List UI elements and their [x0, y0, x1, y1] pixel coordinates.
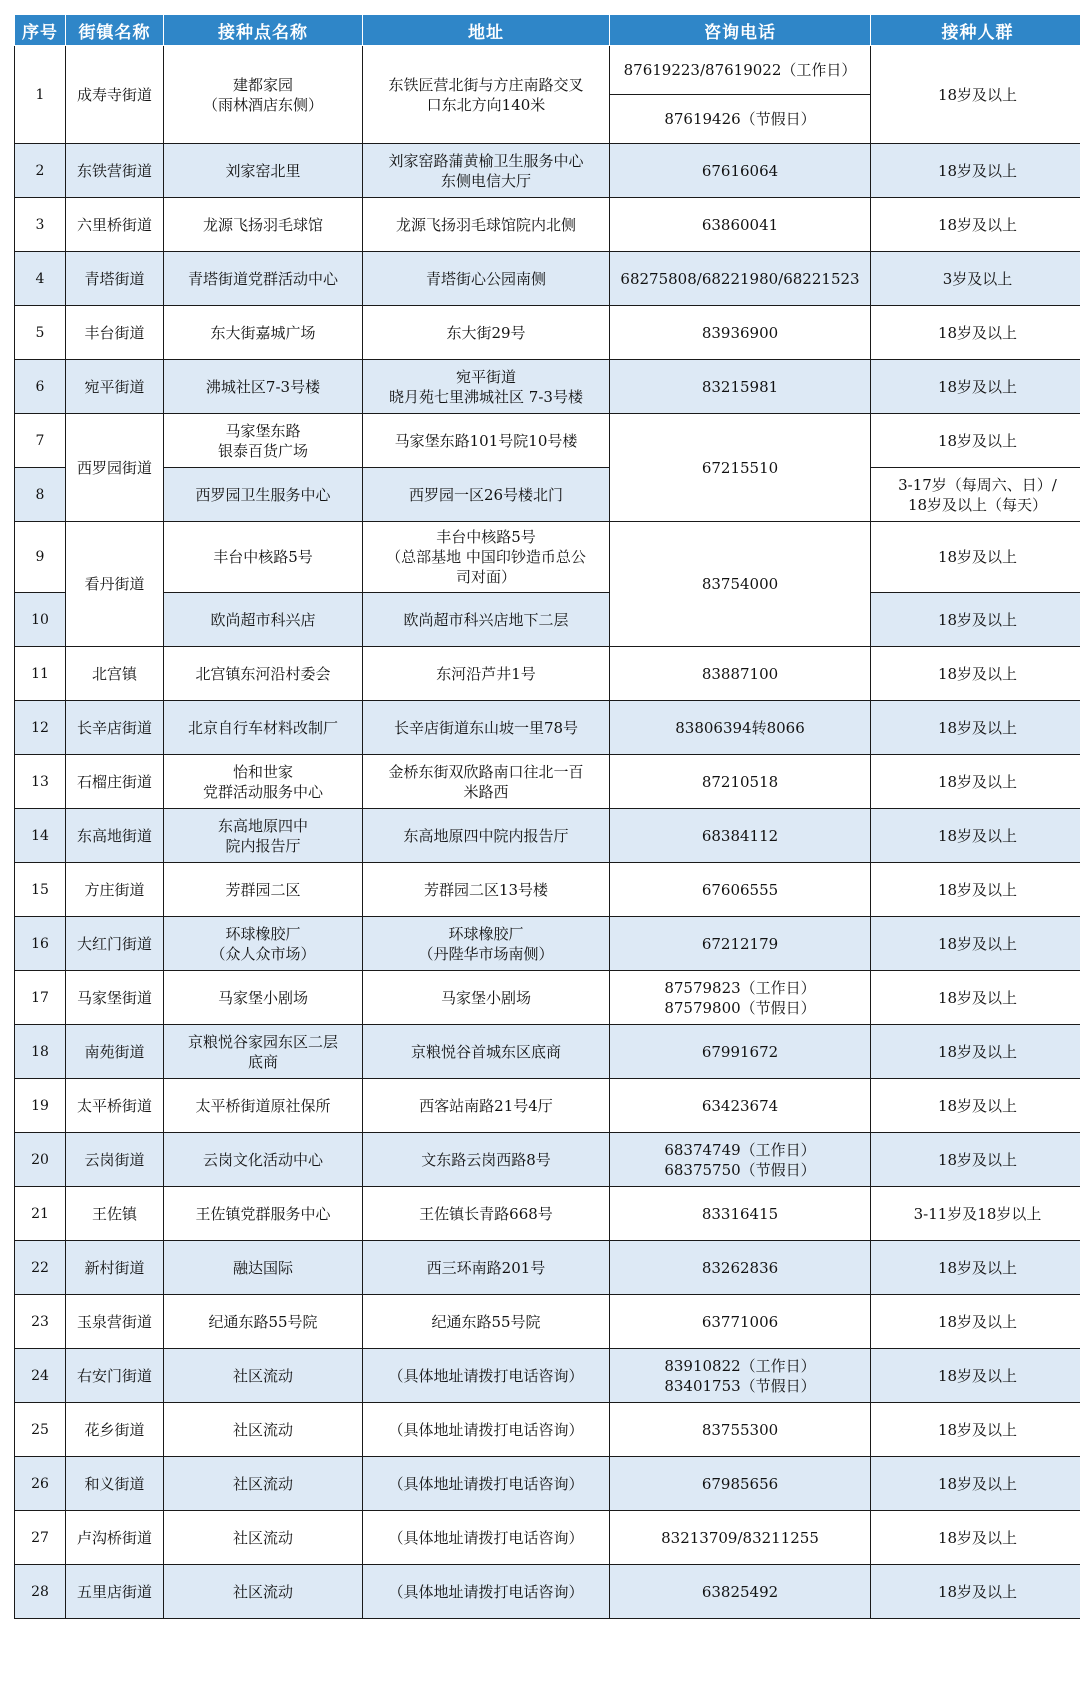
- cell-target-group: 18岁及以上: [871, 1349, 1080, 1403]
- cell-street: 新村街道: [66, 1241, 164, 1295]
- cell-phone: 83215981: [610, 360, 871, 414]
- cell-address: 东高地原四中院内报告厅: [363, 809, 610, 863]
- cell-target-group: 18岁及以上: [871, 863, 1080, 917]
- col-header-street: 街镇名称: [66, 15, 164, 46]
- cell-target-group: 18岁及以上: [871, 46, 1080, 144]
- cell-street: 西罗园街道: [66, 414, 164, 522]
- cell-phone: 83755300: [610, 1403, 871, 1457]
- cell-site: 京粮悦谷家园东区二层 底商: [164, 1025, 363, 1079]
- cell-site: 环球橡胶厂 （众人众市场）: [164, 917, 363, 971]
- cell-site: 沸城社区7-3号楼: [164, 360, 363, 414]
- cell-target-group: 18岁及以上: [871, 1511, 1080, 1565]
- cell-site: 龙源飞扬羽毛球馆: [164, 198, 363, 252]
- table-row: [15, 306, 1080, 360]
- cell-address: （具体地址请拨打电话咨询）: [363, 1457, 610, 1511]
- col-header-site: 接种点名称: [164, 15, 363, 46]
- cell-target-group: 18岁及以上: [871, 1079, 1080, 1133]
- cell-number: 22: [15, 1241, 66, 1295]
- cell-street: 云岗街道: [66, 1133, 164, 1187]
- table-row: [15, 971, 1080, 1025]
- cell-address: 马家堡小剧场: [363, 971, 610, 1025]
- cell-number: 9: [15, 522, 66, 593]
- cell-street: 马家堡街道: [66, 971, 164, 1025]
- cell-number: 7: [15, 414, 66, 468]
- cell-number: 6: [15, 360, 66, 414]
- cell-target-group: 18岁及以上: [871, 1565, 1080, 1619]
- cell-street: 方庄街道: [66, 863, 164, 917]
- table-row: [15, 1187, 1080, 1241]
- cell-site: 东大街嘉城广场: [164, 306, 363, 360]
- table-row: [15, 1241, 1080, 1295]
- cell-site: 纪通东路55号院: [164, 1295, 363, 1349]
- vaccination-sites-table: [14, 14, 1080, 1619]
- cell-site: 建都家园 （雨林酒店东侧）: [164, 46, 363, 144]
- cell-target-group: 18岁及以上: [871, 144, 1080, 198]
- cell-phone: 67991672: [610, 1025, 871, 1079]
- col-header-phone: 咨询电话: [610, 15, 871, 46]
- cell-phone: 63825492: [610, 1565, 871, 1619]
- cell-target-group: 3岁及以上: [871, 252, 1080, 306]
- cell-target-group: 18岁及以上: [871, 1241, 1080, 1295]
- cell-site: 东高地原四中 院内报告厅: [164, 809, 363, 863]
- cell-site: 西罗园卫生服务中心: [164, 468, 363, 522]
- col-header-address: 地址: [363, 15, 610, 46]
- cell-number: 19: [15, 1079, 66, 1133]
- cell-phone: 87210518: [610, 755, 871, 809]
- cell-address: 东铁匠营北街与方庄南路交叉 口东北方向140米: [363, 46, 610, 144]
- cell-address: 东河沿芦井1号: [363, 647, 610, 701]
- cell-site: 丰台中核路5号: [164, 522, 363, 593]
- cell-target-group: 18岁及以上: [871, 198, 1080, 252]
- cell-street: 东铁营街道: [66, 144, 164, 198]
- cell-target-group: 18岁及以上: [871, 755, 1080, 809]
- cell-number: 15: [15, 863, 66, 917]
- table-row: [15, 809, 1080, 863]
- cell-number: 2: [15, 144, 66, 198]
- cell-target-group: 18岁及以上: [871, 360, 1080, 414]
- cell-phone: 87579823（工作日） 87579800（节假日）: [610, 971, 871, 1025]
- cell-address: 王佐镇长青路668号: [363, 1187, 610, 1241]
- cell-site: 马家堡东路 银泰百货广场: [164, 414, 363, 468]
- cell-site: 马家堡小剧场: [164, 971, 363, 1025]
- cell-street: 花乡街道: [66, 1403, 164, 1457]
- cell-address: 西客站南路21号4厅: [363, 1079, 610, 1133]
- cell-site: 青塔街道党群活动中心: [164, 252, 363, 306]
- cell-number: 23: [15, 1295, 66, 1349]
- cell-street: 石榴庄街道: [66, 755, 164, 809]
- cell-site: 刘家窑北里: [164, 144, 363, 198]
- cell-address: 东大街29号: [363, 306, 610, 360]
- cell-site: 北宫镇东河沿村委会: [164, 647, 363, 701]
- cell-phone: 67215510: [610, 414, 871, 522]
- cell-address: 欧尚超市科兴店地下二层: [363, 593, 610, 647]
- table-row: [15, 701, 1080, 755]
- cell-phone: 67606555: [610, 863, 871, 917]
- cell-target-group: 18岁及以上: [871, 701, 1080, 755]
- cell-street: 玉泉营街道: [66, 1295, 164, 1349]
- cell-street: 长辛店街道: [66, 701, 164, 755]
- table-row: [15, 593, 1080, 647]
- cell-address: 宛平街道 晓月苑七里沸城社区 7-3号楼: [363, 360, 610, 414]
- cell-address: 西罗园一区26号楼北门: [363, 468, 610, 522]
- table-header-row: [15, 15, 1080, 46]
- cell-street: 看丹街道: [66, 522, 164, 647]
- cell-site: 北京自行车材料改制厂: [164, 701, 363, 755]
- cell-target-group: 18岁及以上: [871, 1025, 1080, 1079]
- cell-number: 27: [15, 1511, 66, 1565]
- cell-number: 20: [15, 1133, 66, 1187]
- cell-number: 17: [15, 971, 66, 1025]
- cell-target-group: 18岁及以上: [871, 647, 1080, 701]
- cell-target-group: 18岁及以上: [871, 306, 1080, 360]
- cell-street: 成寿寺街道: [66, 46, 164, 144]
- cell-address: 丰台中核路5号 （总部基地 中国印钞造币总公 司对面）: [363, 522, 610, 593]
- cell-number: 4: [15, 252, 66, 306]
- cell-number: 16: [15, 917, 66, 971]
- cell-phone: 67985656: [610, 1457, 871, 1511]
- cell-phone: 83806394转8066: [610, 701, 871, 755]
- cell-number: 11: [15, 647, 66, 701]
- cell-address: 金桥东街双欣路南口往北一百 米路西: [363, 755, 610, 809]
- cell-phone: 87619223/87619022（工作日）: [610, 46, 871, 95]
- cell-phone: 83910822（工作日） 83401753（节假日）: [610, 1349, 871, 1403]
- cell-street: 太平桥街道: [66, 1079, 164, 1133]
- cell-phone: 68384112: [610, 809, 871, 863]
- cell-target-group: 18岁及以上: [871, 414, 1080, 468]
- col-header-number: 序号: [15, 15, 66, 46]
- cell-street: 右安门街道: [66, 1349, 164, 1403]
- cell-number: 14: [15, 809, 66, 863]
- cell-street: 东高地街道: [66, 809, 164, 863]
- cell-site: 怡和世家 党群活动服务中心: [164, 755, 363, 809]
- cell-phone: 83754000: [610, 522, 871, 647]
- cell-phone: 67616064: [610, 144, 871, 198]
- cell-street: 卢沟桥街道: [66, 1511, 164, 1565]
- table-row: [15, 1349, 1080, 1403]
- cell-number: 8: [15, 468, 66, 522]
- cell-target-group: 3-17岁（每周六、日）/ 18岁及以上（每天）: [871, 468, 1080, 522]
- cell-target-group: 18岁及以上: [871, 917, 1080, 971]
- cell-street: 六里桥街道: [66, 198, 164, 252]
- cell-address: 龙源飞扬羽毛球馆院内北侧: [363, 198, 610, 252]
- cell-target-group: 18岁及以上: [871, 809, 1080, 863]
- cell-number: 25: [15, 1403, 66, 1457]
- cell-address: 环球橡胶厂 （丹陛华市场南侧）: [363, 917, 610, 971]
- cell-target-group: 18岁及以上: [871, 593, 1080, 647]
- table-row: [15, 1133, 1080, 1187]
- table-row: [15, 863, 1080, 917]
- cell-street: 大红门街道: [66, 917, 164, 971]
- cell-number: 3: [15, 198, 66, 252]
- cell-address: 文东路云岗西路8号: [363, 1133, 610, 1187]
- cell-address: 长辛店街道东山坡一里78号: [363, 701, 610, 755]
- table-row: [15, 198, 1080, 252]
- cell-number: 21: [15, 1187, 66, 1241]
- table-row: [15, 252, 1080, 306]
- table-body: [15, 46, 1080, 1619]
- col-header-target-group: 接种人群: [871, 15, 1080, 46]
- cell-address: （具体地址请拨打电话咨询）: [363, 1565, 610, 1619]
- cell-phone: 63860041: [610, 198, 871, 252]
- table-row: [15, 1403, 1080, 1457]
- cell-target-group: 18岁及以上: [871, 1403, 1080, 1457]
- table-row: [15, 917, 1080, 971]
- cell-target-group: 18岁及以上: [871, 1457, 1080, 1511]
- cell-street: 宛平街道: [66, 360, 164, 414]
- table-row: [15, 144, 1080, 198]
- table-row: [15, 1079, 1080, 1133]
- cell-address: 芳群园二区13号楼: [363, 863, 610, 917]
- cell-street: 王佐镇: [66, 1187, 164, 1241]
- cell-street: 青塔街道: [66, 252, 164, 306]
- table-row: [15, 647, 1080, 701]
- cell-number: 5: [15, 306, 66, 360]
- cell-address: 西三环南路201号: [363, 1241, 610, 1295]
- cell-address: 青塔街心公园南侧: [363, 252, 610, 306]
- cell-site: 社区流动: [164, 1349, 363, 1403]
- cell-phone: 87619426（节假日）: [610, 95, 871, 144]
- cell-phone: 63771006: [610, 1295, 871, 1349]
- cell-site: 社区流动: [164, 1457, 363, 1511]
- table-row: [15, 522, 1080, 593]
- cell-address: 纪通东路55号院: [363, 1295, 610, 1349]
- cell-site: 王佐镇党群服务中心: [164, 1187, 363, 1241]
- cell-site: 社区流动: [164, 1565, 363, 1619]
- cell-phone: 83213709/83211255: [610, 1511, 871, 1565]
- table-row: [15, 755, 1080, 809]
- table-row: [15, 1457, 1080, 1511]
- table-row: [15, 1511, 1080, 1565]
- cell-number: 12: [15, 701, 66, 755]
- cell-phone: 68374749（工作日） 68375750（节假日）: [610, 1133, 871, 1187]
- cell-phone: 63423674: [610, 1079, 871, 1133]
- cell-number: 28: [15, 1565, 66, 1619]
- cell-target-group: 3-11岁及18岁以上: [871, 1187, 1080, 1241]
- cell-phone: 83262836: [610, 1241, 871, 1295]
- cell-address: 京粮悦谷首城东区底商: [363, 1025, 610, 1079]
- cell-street: 五里店街道: [66, 1565, 164, 1619]
- cell-phone: 83316415: [610, 1187, 871, 1241]
- table-row: [15, 1565, 1080, 1619]
- cell-target-group: 18岁及以上: [871, 1133, 1080, 1187]
- cell-street: 北宫镇: [66, 647, 164, 701]
- cell-site: 太平桥街道原社保所: [164, 1079, 363, 1133]
- cell-number: 10: [15, 593, 66, 647]
- cell-phone: 67212179: [610, 917, 871, 971]
- table-row: [15, 46, 1080, 95]
- cell-number: 1: [15, 46, 66, 144]
- cell-target-group: 18岁及以上: [871, 522, 1080, 593]
- cell-street: 南苑街道: [66, 1025, 164, 1079]
- cell-site: 融达国际: [164, 1241, 363, 1295]
- cell-number: 26: [15, 1457, 66, 1511]
- cell-site: 社区流动: [164, 1511, 363, 1565]
- cell-address: （具体地址请拨打电话咨询）: [363, 1511, 610, 1565]
- cell-phone: 68275808/68221980/68221523: [610, 252, 871, 306]
- cell-target-group: 18岁及以上: [871, 971, 1080, 1025]
- cell-street: 丰台街道: [66, 306, 164, 360]
- cell-phone: 83887100: [610, 647, 871, 701]
- cell-address: 刘家窑路蒲黄榆卫生服务中心 东侧电信大厅: [363, 144, 610, 198]
- table-row: [15, 414, 1080, 468]
- vaccination-sites-table-container: [14, 14, 1066, 1619]
- cell-address: 马家堡东路101号院10号楼: [363, 414, 610, 468]
- cell-number: 13: [15, 755, 66, 809]
- table-row: [15, 468, 1080, 522]
- cell-phone: 83936900: [610, 306, 871, 360]
- cell-site: 芳群园二区: [164, 863, 363, 917]
- cell-site: 欧尚超市科兴店: [164, 593, 363, 647]
- cell-address: （具体地址请拨打电话咨询）: [363, 1403, 610, 1457]
- table-row: [15, 360, 1080, 414]
- cell-site: 云岗文化活动中心: [164, 1133, 363, 1187]
- table-row: [15, 1025, 1080, 1079]
- table-row: [15, 1295, 1080, 1349]
- cell-site: 社区流动: [164, 1403, 363, 1457]
- cell-target-group: 18岁及以上: [871, 1295, 1080, 1349]
- cell-number: 24: [15, 1349, 66, 1403]
- cell-number: 18: [15, 1025, 66, 1079]
- cell-address: （具体地址请拨打电话咨询）: [363, 1349, 610, 1403]
- cell-street: 和义街道: [66, 1457, 164, 1511]
